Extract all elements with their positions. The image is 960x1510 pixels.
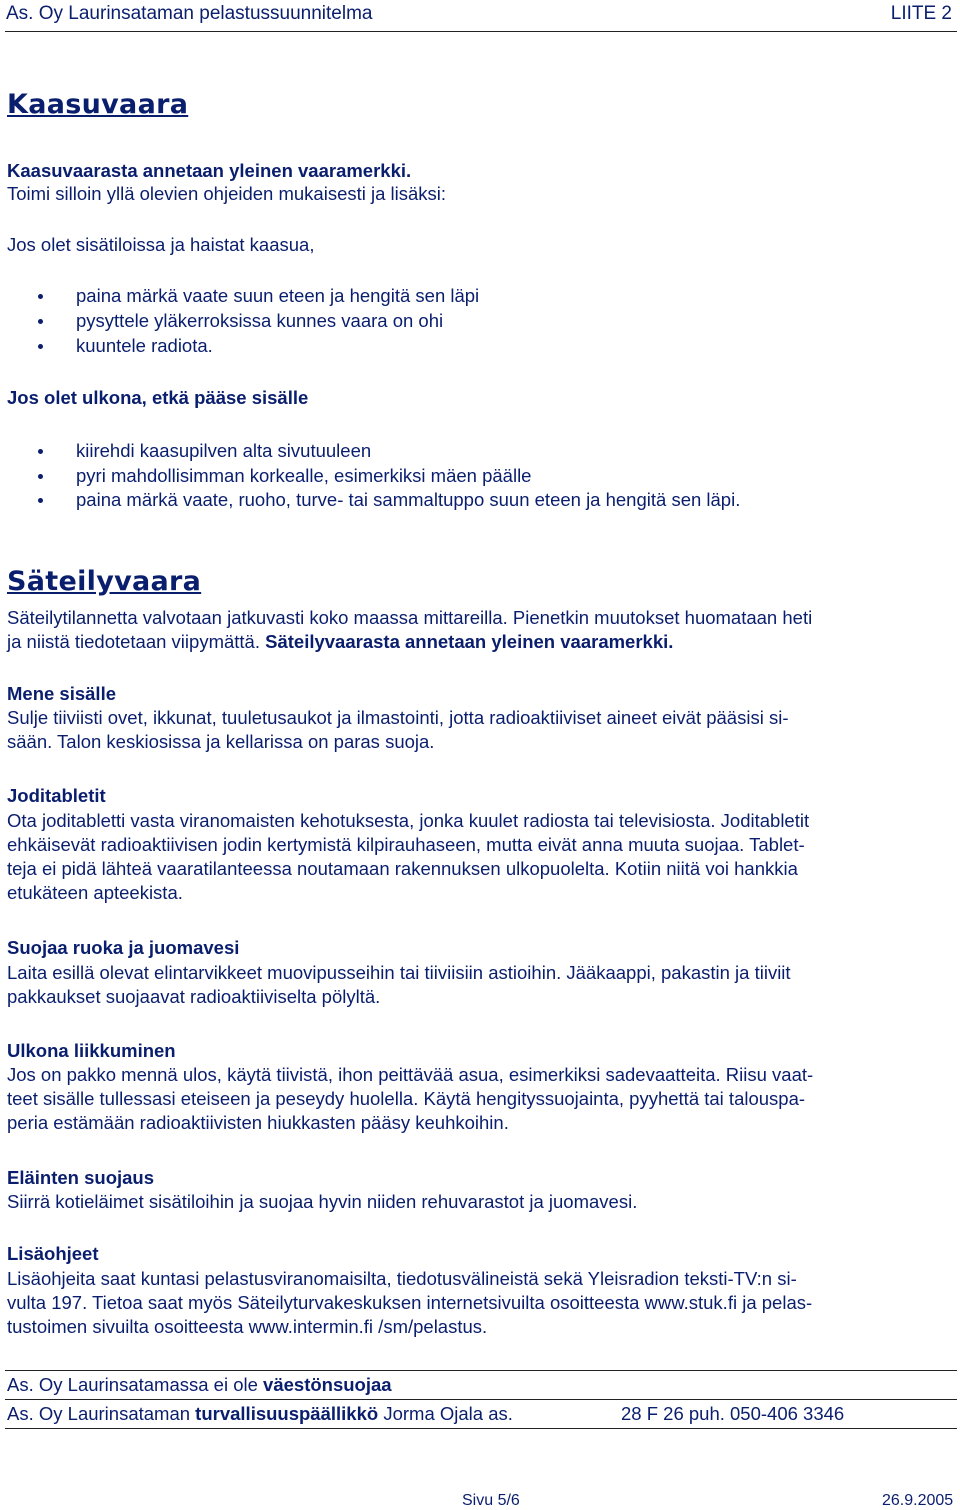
bullet-icon: [38, 498, 43, 503]
bottom-divider: [5, 1428, 957, 1429]
more-info-title: Lisäohjeet: [7, 1243, 99, 1264]
header-title: As. Oy Laurinsataman pelastussuunnitelma: [6, 3, 373, 24]
more-info-paragraph: [7, 1267, 947, 1339]
food-paragraph: [7, 961, 947, 1009]
safety-officer-info: [7, 1402, 513, 1426]
gas-outdoors-title: Jos olet ulkona, etkä pääse sisälle: [7, 387, 309, 408]
page-number: Sivu 5/6: [462, 1492, 520, 1509]
footer-date: 26.9.2005: [882, 1492, 954, 1509]
list-item-text: kiirehdi kaasupilven alta sivutuuleen: [76, 440, 372, 461]
list-item-text: kuuntele radiota.: [76, 335, 213, 356]
list-item-text: pysyttele yläkerroksissa kunnes vaara on ohi: [76, 310, 444, 331]
bullet-icon: [38, 449, 43, 454]
bullet-icon: [38, 474, 43, 479]
shelter-text: As. Oy Laurinsatamassa ei ole: [7, 1374, 264, 1395]
animals-title: Eläinten suojaus: [7, 1167, 155, 1188]
go-inside-paragraph: [7, 706, 947, 754]
radiation-intro-line: [7, 630, 947, 654]
paragraph-line: peria estämään radioaktiivisten hiukkasten pääsy keuhkoihin.: [7, 1112, 509, 1133]
radiation-intro-line: [7, 606, 947, 630]
radiation-intro-text: ja niistä tiedotetaan viipymättä.: [7, 631, 260, 652]
outdoor-paragraph: [7, 1063, 947, 1135]
radiation-intro-text: Pienetkin muutokset huomataan heti: [507, 607, 813, 628]
go-inside-title: Mene sisälle: [7, 683, 117, 704]
radiation-intro-text: Säteilytilannetta valvotaan jatkuvasti koko maassa mittareilla.: [7, 607, 508, 628]
bullet-icon: [38, 319, 43, 324]
safety-prefix-text: As. Oy Laurinsataman: [7, 1403, 196, 1424]
radiation-heading: Säteilyvaara: [7, 566, 202, 597]
shelter-info: [7, 1373, 392, 1397]
paragraph-line: Ota joditabletti vasta viranomaisten kehotuksesta, jonka kuulet radiosta tai televisiosta. Joditabletit: [7, 810, 810, 831]
paragraph-line: teja ei pidä lähteä vaaratilanteessa noutamaan rakennuksen ulkopuolelta. Kotiin niitä voi hankkia: [7, 858, 798, 879]
iodine-paragraph: [7, 809, 947, 905]
safety-name-text: Jorma Ojala as.: [378, 1403, 513, 1424]
shelter-divider: [5, 1370, 957, 1371]
paragraph-line: sään. Talon keskiosissa ja kellarissa on paras suoja.: [7, 731, 435, 752]
gas-indoors-title: Jos olet sisätiloissa ja haistat kaasua,: [7, 234, 315, 255]
bullet-icon: [38, 294, 43, 299]
paragraph-line: vulta 197. Tietoa saat myös Säteilyturvakeskuksen internetsivuilta osoitteesta www.stuk.fi ja pelas-: [7, 1292, 813, 1313]
gas-heading: Kaasuvaara: [7, 89, 189, 120]
safety-divider: [5, 1399, 957, 1400]
iodine-title: Joditabletit: [7, 785, 106, 806]
animals-paragraph: [7, 1190, 947, 1214]
paragraph-line: Siirrä kotieläimet sisätiloihin ja suojaa hyvin niiden rehuvarastot ja juomavesi.: [7, 1191, 638, 1212]
list-item-text: paina märkä vaate suun eteen ja hengitä sen läpi: [76, 285, 480, 306]
safety-role-text: turvallisuuspäällikkö: [195, 1403, 379, 1424]
food-title: Suojaa ruoka ja juomavesi: [7, 937, 240, 958]
paragraph-line: teet sisälle tullessasi eteiseen ja peseydy huolella. Käytä hengityssuojainta, pyyhettä tai talouspa-: [7, 1088, 806, 1109]
paragraph-line: pakkaukset suojaavat radioaktiiviselta pölyltä.: [7, 986, 381, 1007]
paragraph-line: ehkäisevät radioaktiivisen jodin kertymistä kilpirauhaseen, mutta eivät anna muuta suojaa. Tablet-: [7, 834, 805, 855]
gas-alarm-text: Kaasuvaarasta annetaan yleinen vaaramerkki.: [7, 160, 412, 181]
paragraph-line: Jos on pakko mennä ulos, käytä tiivistä, ihon peittävää asua, esimerkiksi sadevaatteita. Riisu vaat-: [7, 1064, 814, 1085]
safety-address-text: 28 F 26 puh. 050-406 3346: [621, 1403, 845, 1424]
radiation-alarm-text: Säteilyvaarasta annetaan yleinen vaaramerkki.: [259, 631, 674, 652]
shelter-bold-text: väestönsuojaa: [263, 1374, 392, 1395]
bullet-icon: [38, 344, 43, 349]
header-divider: [5, 31, 957, 32]
paragraph-line: tustoimen sivuilta osoitteesta www.intermin.fi /sm/pelastus.: [7, 1316, 488, 1337]
paragraph-line: Laita esillä olevat elintarvikkeet muovipusseihin tai tiiviisiin astioihin. Jääkaappi, pakastin ja tiiviit: [7, 962, 791, 983]
paragraph-line: Sulje tiiviisti ovet, ikkunat, tuuletusaukot ja ilmastointi, jotta radioaktiiviset aineet eivät pääsisi si-: [7, 707, 789, 728]
radiation-intro: [7, 606, 947, 654]
list-item-text: pyri mahdollisimman korkealle, esimerkiksi mäen päälle: [76, 465, 532, 486]
paragraph-line: Lisäohjeita saat kuntasi pelastusviranomaisilta, tiedotusvälineistä sekä Yleisradion teksti-TV:n si-: [7, 1268, 797, 1289]
list-item-text: paina märkä vaate, ruoho, turve- tai sammaltuppo suun eteen ja hengitä sen läpi.: [76, 489, 741, 510]
gas-instruction-text: Toimi silloin yllä olevien ohjeiden mukaisesti ja lisäksi:: [7, 183, 447, 204]
paragraph-line: etukäteen apteekista.: [7, 882, 183, 903]
outdoor-title: Ulkona liikkuminen: [7, 1040, 176, 1061]
header-appendix: LIITE 2: [890, 3, 952, 24]
